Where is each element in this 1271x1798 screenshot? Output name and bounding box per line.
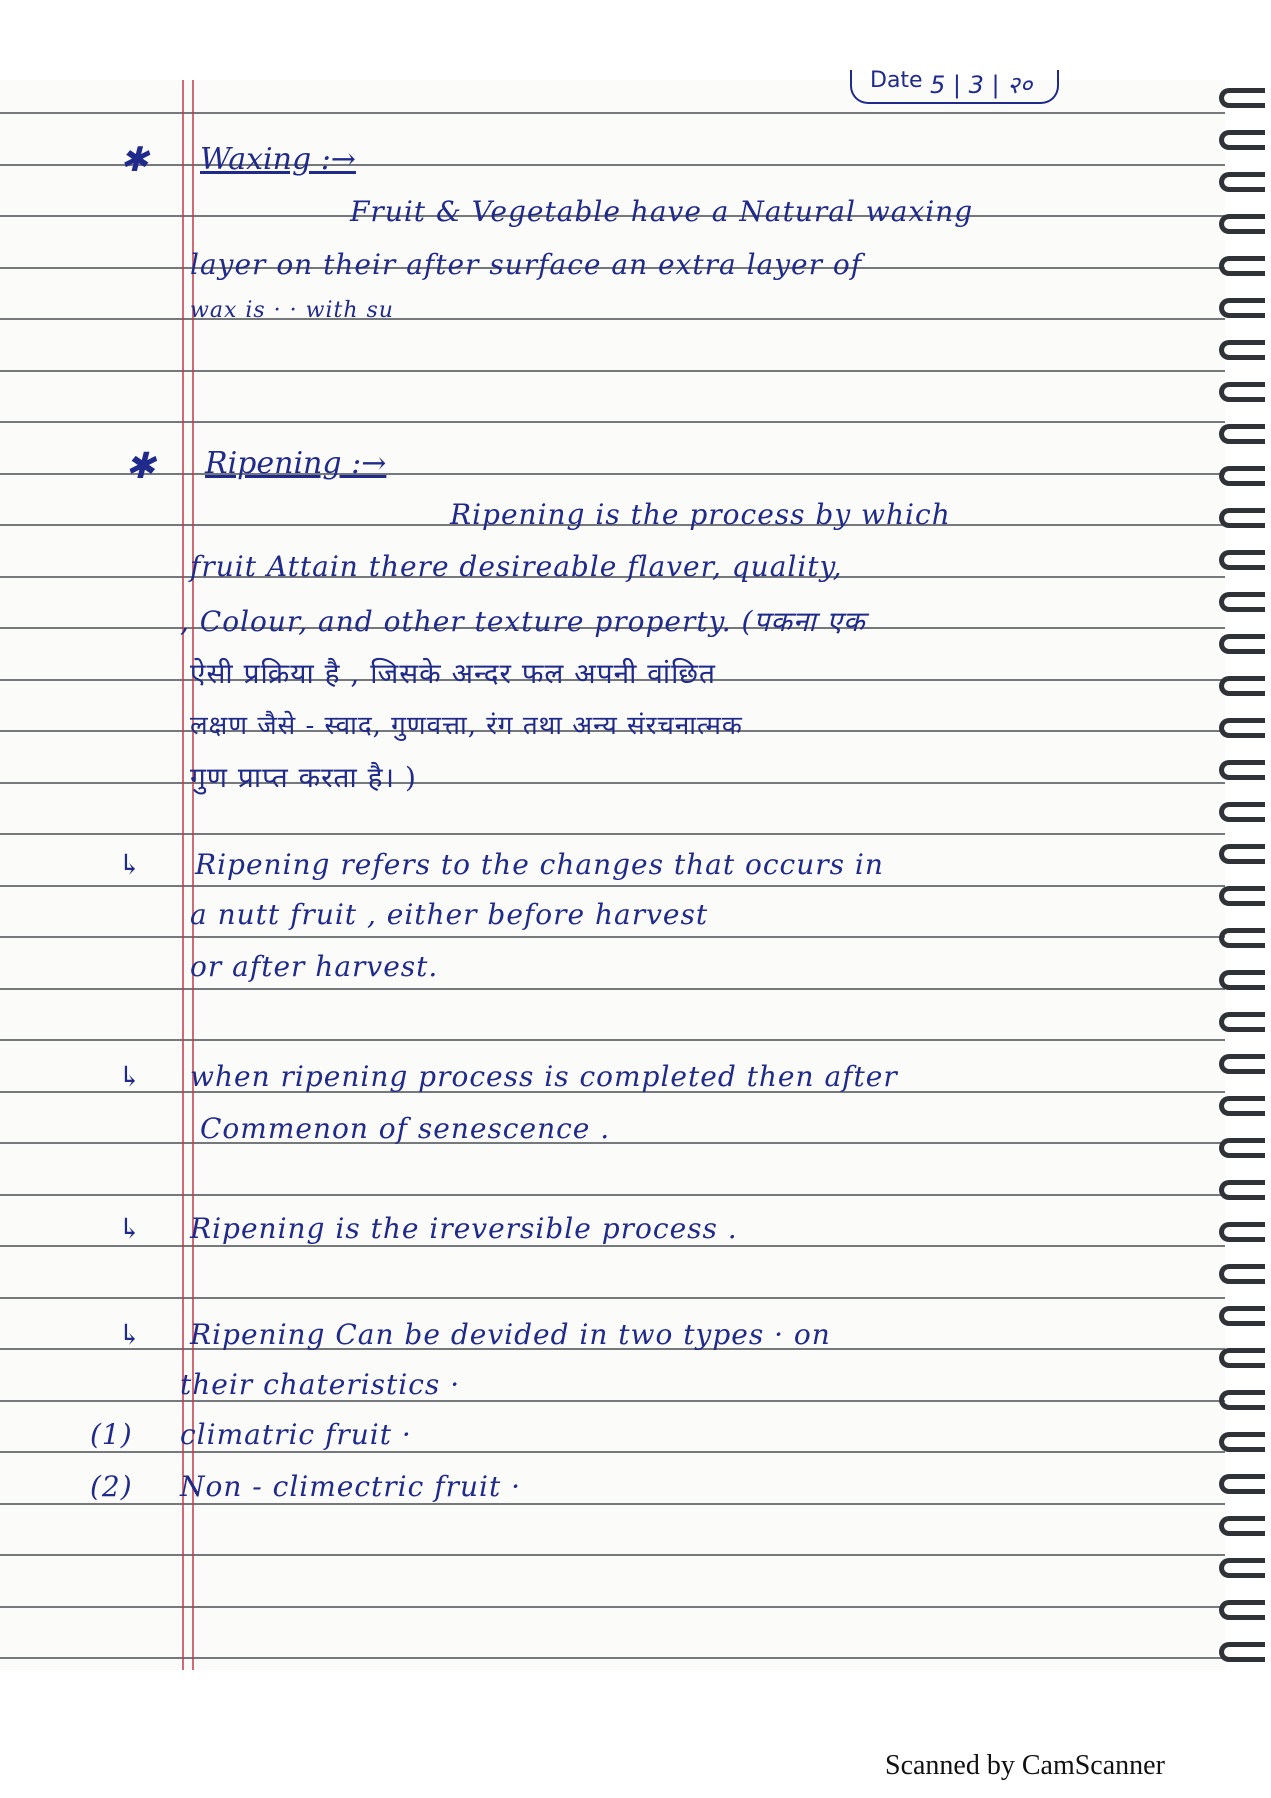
- point-marker: ↳: [118, 1318, 143, 1351]
- spiral-ring: [1219, 886, 1265, 906]
- scanner-watermark: Scanned by CamScanner: [885, 1750, 1165, 1781]
- spiral-ring: [1219, 1012, 1265, 1032]
- spiral-ring: [1219, 550, 1265, 570]
- spiral-ring: [1219, 466, 1265, 486]
- spiral-ring: [1219, 928, 1265, 948]
- spiral-ring: [1219, 634, 1265, 654]
- spiral-ring: [1219, 508, 1265, 528]
- spiral-ring: [1219, 214, 1265, 234]
- spiral-ring: [1219, 256, 1265, 276]
- spiral-ring: [1219, 970, 1265, 990]
- spiral-ring: [1219, 1642, 1265, 1662]
- point-marker: ↳: [118, 1212, 143, 1245]
- waxing-title: Waxing :→: [200, 142, 356, 177]
- spiral-ring: [1219, 88, 1265, 108]
- definition-line-3: , Colour, and other texture property. (पकना एक: [180, 605, 866, 638]
- point-4-line-1: Ripening Can be devided in two types · on: [190, 1318, 831, 1351]
- spiral-ring: [1219, 172, 1265, 192]
- point-marker: ↳: [118, 1060, 143, 1093]
- spiral-ring: [1219, 1516, 1265, 1536]
- spiral-ring: [1219, 1180, 1265, 1200]
- waxing-line-3: wax is · · with su: [190, 298, 394, 323]
- date-value: 5 | 3 | २०: [930, 71, 1033, 99]
- spiral-ring: [1219, 718, 1265, 738]
- spiral-ring: [1219, 298, 1265, 318]
- spiral-ring: [1219, 1348, 1265, 1368]
- definition-line-2: fruit Attain there desireable flaver, quality,: [190, 550, 843, 583]
- point-2-line-2: Commenon of senescence .: [200, 1112, 611, 1145]
- definition-line-1: Ripening is the process by which: [450, 498, 951, 531]
- spiral-ring: [1219, 1222, 1265, 1242]
- spiral-ring: [1219, 1054, 1265, 1074]
- spiral-ring: [1219, 1264, 1265, 1284]
- point-1-line-2: a nutt fruit , either before harvest: [190, 898, 709, 931]
- bullet-star: ✱: [125, 446, 156, 487]
- spiral-ring: [1219, 1558, 1265, 1578]
- point-1-line-3: or after harvest.: [190, 950, 439, 983]
- point-3-line-1: Ripening is the ireversible process .: [190, 1212, 738, 1245]
- spiral-ring: [1219, 382, 1265, 402]
- spiral-ring: [1219, 1138, 1265, 1158]
- type-label: Non - climectric fruit ·: [180, 1470, 522, 1503]
- definition-line-6: गुण प्राप्त करता है। ): [190, 761, 417, 794]
- spiral-binding: [1216, 80, 1271, 1670]
- spiral-ring: [1219, 676, 1265, 696]
- spiral-ring: [1219, 802, 1265, 822]
- spiral-ring: [1219, 760, 1265, 780]
- spiral-ring: [1219, 1096, 1265, 1116]
- spiral-ring: [1219, 1600, 1265, 1620]
- spiral-ring: [1219, 1432, 1265, 1452]
- type-label: climatric fruit ·: [180, 1418, 412, 1451]
- spiral-ring: [1219, 1390, 1265, 1410]
- spiral-ring: [1219, 340, 1265, 360]
- ripening-title: Ripening :→: [205, 446, 387, 481]
- point-1-line-1: Ripening refers to the changes that occurs in: [195, 848, 884, 881]
- spiral-ring: [1219, 130, 1265, 150]
- definition-line-4: ऐसी प्रक्रिया है , जिसके अन्दर फल अपनी वांछित: [190, 657, 716, 690]
- definition-line-5: लक्षण जैसे - स्वाद, गुणवत्ता, रंग तथा अन्य संरचनात्मक: [190, 711, 743, 741]
- spiral-ring: [1219, 844, 1265, 864]
- point-2-line-1: when ripening process is completed then after: [190, 1060, 898, 1093]
- bullet-star: ✱: [120, 140, 149, 180]
- spiral-ring: [1219, 592, 1265, 612]
- spiral-ring: [1219, 424, 1265, 444]
- date-label: Date: [870, 68, 923, 93]
- spiral-ring: [1219, 1474, 1265, 1494]
- type-number: (1): [90, 1418, 133, 1451]
- waxing-line-1: Fruit & Vegetable have a Natural waxing: [350, 195, 974, 228]
- point-4-line-2: their chateristics ·: [180, 1368, 461, 1401]
- point-marker: ↳: [118, 848, 143, 881]
- waxing-line-2: layer on their after surface an extra layer of: [190, 248, 863, 281]
- spiral-ring: [1219, 1306, 1265, 1326]
- type-number: (2): [90, 1470, 133, 1503]
